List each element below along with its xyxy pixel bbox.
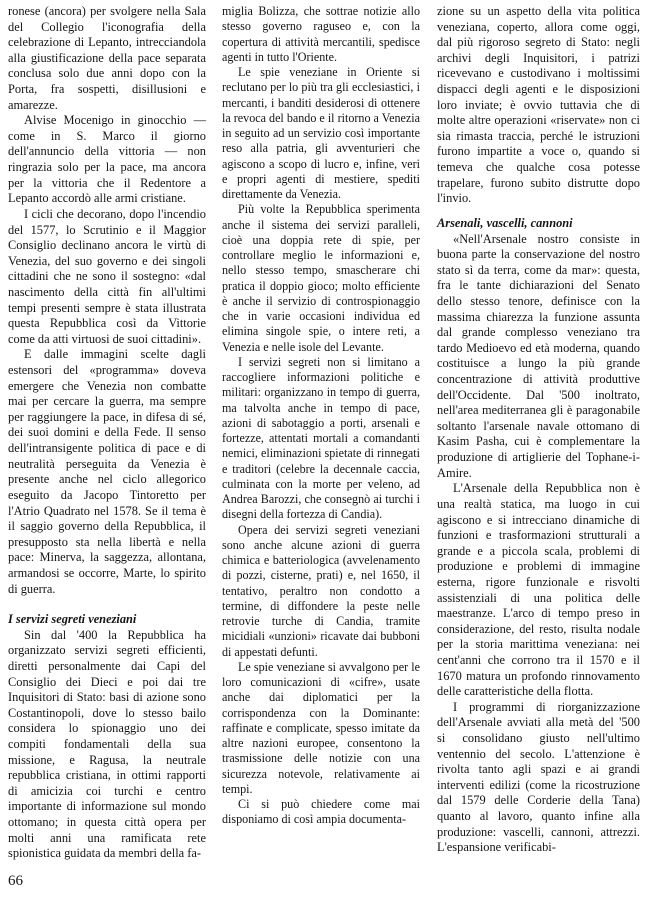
paragraph: Ci si può chiedere come mai disponiamo di così ampia documenta- <box>222 797 420 827</box>
paragraph: Le spie veneziane in Oriente si reclutano per lo più tra gli ecclesiastici, i mercanti, i banditi desiderosi di ottenere la revoca del bando e il ritorno a Venezia in seguito ad un servizio così importante reso alla patria, gli avventurieri che agiscono a scopo di lucro e, infine, veri e propri agenti di mestiere, spediti direttamente da Venezia. <box>222 65 420 201</box>
paragraph: I cicli che decorano, dopo l'incendio del 1577, lo Scrutinio e il Maggior Consiglio declinano ancora le virtù di Venezia, del suo governo e dei singoli cittadini che ne sono il sostegno: «dal nascimento della città fin all'ultimi tempi presenti sempre è stata illustrata questa Repubblica così da Vittorie come da atti virtuosi de suoi cittadini». <box>8 206 206 346</box>
text-column-1 <box>8 4 206 862</box>
paragraph: Sin dal '400 la Repubblica ha organizzato servizi segreti efficienti, diretti personalmente dai Capi del Consiglio dei Dieci e poi dai tre Inquisitori di Stato: basi di azione sono Costantinopoli, dove lo stesso bailo considera lo spionaggio uno dei compiti fondamentali della sua missione, e Ragusa, la neutrale repubblica cristiana, in ottimi rapporti di amicizia coi turchi e centro importante di informazione sul mondo ottomano; in questa città opera per molti anni una ramificata rete spionistica guidata da membri della fa- <box>8 627 206 861</box>
paragraph: E dalle immagini scelte dagli estensori del «programma» doveva emergere che Venezia non combatte mai per cercare la guerra, ma sempre per raggiungere la pace, in difesa di sé, dei suoi domini e della Fede. Il senso dell'intransigente politica di pace e di neutralità perseguita da Venezia è presente anche nel ciclo allegorico eseguito da Jacopo Tintoretto per l'Atrio Quadrato nel 1578. Se il tema è il saggio governo della Repubblica, il presupposto sta nella libertà e nella pace: Minerva, la saggezza, allontana, armandosi se occorre, Marte, lo spirito di guerra. <box>8 347 206 596</box>
paragraph: I servizi segreti non si limitano a raccogliere informazioni politiche e militari: organizzano in tempo di guerra, ma talvolta anche in tempo di pace, azioni di sabotaggio a porti, arsenali e fortezze, attentati mortali a comandanti nemici, eliminazioni spietate di rinnegati e traditori (celebre la decennale caccia, culminata con la morte per veleno, ad Andrea Barozzi, che consegnò ai turchi i disegni della fortezza di Candia). <box>222 354 420 522</box>
section-heading: Arsenali, vascelli, cannoni <box>437 215 573 230</box>
paragraph: L'Arsenale della Repubblica non è una realtà statica, ma luogo in cui agiscono e si intrecciano dinamiche di funzioni e trasformazioni strutturali a grande e a piccola scala, problemi di produzione e problemi di immagine esterna, rigore funzionale e risvolti assistenziali di una politica delle maestranze. L'arco di tempo preso in considerazione, del resto, risulta nodale per la storia marittima veneziana: nei cent'anni che corrono tra il 1570 e il 1670 matura un profondo rinnovamento delle caratteristiche della flotta. <box>437 481 640 699</box>
paragraph: Opera dei servizi segreti veneziani sono anche alcune azioni di guerra chimica e batteriologica (avvelenamento di pozzi, cisterne, prati) e, nel 1650, il tentativo, peraltro non condotto a termine, di diffondere la peste nelle retrovie turche di Candia, tramite micidiali «unzioni» ricavate dai bubboni di appestati defunti. <box>222 522 420 659</box>
paragraph: miglia Bolizza, che sottrae notizie allo stesso governo raguseo e, con la copertura di attività mercantili, spedisce agenti in tutto l'Oriente. <box>222 4 420 64</box>
paragraph: ronese (ancora) per svolgere nella Sala del Collegio l'iconografia della celebrazione di Lepanto, intrecciandola alla giustificazione della pace separata conclusa solo due anni dopo con la Porta, fra sospetti, disillusioni e amarezze. <box>8 4 206 112</box>
paragraph: I programmi di riorganizzazione dell'Arsenale avviati alla metà del '500 si consolidano giusto nell'ultimo ventennio del secolo. L'attenzione è rivolta tanto agli spazi e ai grandi interventi edilizi (come la ricostruzione dal 1579 delle Corderie della Tana) quanto al lavoro, quanto infine alla produzione: vascelli, cannoni, attrezzi. L'espansione verificabi- <box>437 699 640 855</box>
text-column-2 <box>222 4 420 828</box>
page-number: 66 <box>8 873 23 889</box>
paragraph: Alvise Mocenigo in ginocchio — come in S. Marco il giorno dell'annuncio della vittoria — non ringrazia solo per la pace, ma ancora per la vittoria che il Redentore a Lepanto accordò alle armi cristiane. <box>8 113 206 206</box>
text-column-3 <box>437 4 640 856</box>
paragraph: Le spie veneziane si avvalgono per le loro comunicazioni di «cifre», usate anche dai diplomatici per la corrispondenza con la Dominante: raffinate e complicate, spesso imitate da altre nazioni europee, consentono la trasmissione delle notizie con una sicurezza notevole, relativamente ai tempi. <box>222 659 420 796</box>
section-heading: I servizi segreti veneziani <box>8 612 137 627</box>
paragraph: Più volte la Repubblica sperimenta anche il sistema dei servizi paralleli, cioè una doppia rete di spie, per controllare meglio le informazioni e, nello stesso tempo, smascherare chi pratica il doppio gioco; molto efficiente è anche il servizio di controspionaggio che in varie occasioni individua ed elimina singole spie, o intere reti, a Venezia e nelle isole del Levante. <box>222 202 420 354</box>
paragraph: «Nell'Arsenale nostro consiste in buona parte la conservazione del nostro stato sì da terra, come da mar»: questa, fra le tante dichiarazioni del Senato dello stesso tenore, definisce con la massima chiarezza la funzione assunta dal grande complesso veneziano tra tardo Medioevo ed età moderna, quando costituisce a lungo la più grande concentrazione di attività produttive dell'Occidente. Dal '500 inoltrato, nell'area mediterranea gli è paragonabile soltanto l'arsenale navale ottomano di Kasim Pasha, cui è complementare la produzione di artiglierie del Tophane-i-Amire. <box>437 231 640 480</box>
paragraph: zione su un aspetto della vita politica veneziana, coperto, allora come oggi, dal più rigoroso segreto di Stato: negli archivi degli Inquisitori, i patrizi ricevevano e custodivano i moltissimi dispacci degli agenti e le disposizioni loro inviate; è ovvio tuttavia che di molte altre operazioni «riservate» non ci sia rimasta traccia, perché le istruzioni furono impartite a voce o, quando si temeva che qualche cosa potesse trapelare, furono subito distrutte dopo l'invio. <box>437 4 640 206</box>
